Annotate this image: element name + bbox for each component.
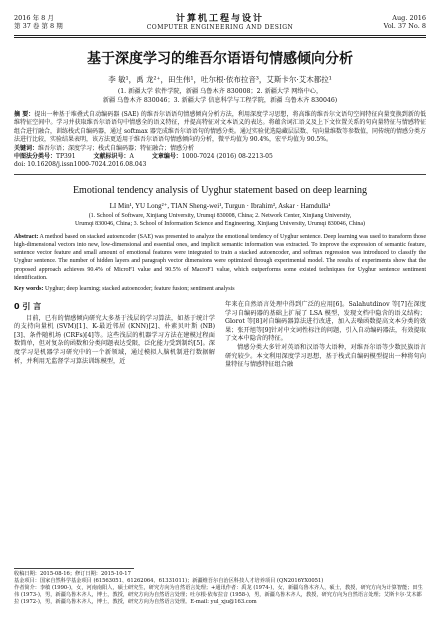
paper-title-en: Emotional tendency analysis of Uyghur statement based on deep learning (72, 184, 368, 196)
body-paragraph: 目前，已有的情感倾向研究大多基于浅层的学习算法，如基于统计学的支持向量机 (SVM)[1]、K-最近邻居 (KNN)[2]、朴素贝叶斯 (NB)[3]、条件随机场 (CRFs)[4]等。这些浅层的机器学习方法在建模过程面数简单，但对复杂的函数和分类问题表达受限，泛化能力受到制约[5]。深度学习是机器学习研究中的一个新领域，通过模拟人脑机制进行数据解析，并利用无监督学习算法训练模型，近 (14, 314, 215, 365)
doi-link[interactable]: doi: 10.16208/j.issn1000-7024.2016.08.043 (14, 161, 147, 169)
classification-row (14, 153, 426, 170)
affiliations-cn (14, 88, 426, 105)
affiliation-line: Urumqi 830046, China; 3. School of Information Science and Engineering, Xinjiang University, Urumqi 830046, China) (74, 220, 366, 227)
body-paragraph: 年来在自然语言处理中得到广泛的应用[6]。Salahutdinov 等[7]在深度学习自编码器的基础上扩展了 LSA 模型，发现文档中隐含的语义结构；Glorot 等[8]对自编码器算法进行改进，加入去噪函数提高文本分类的效果；张开旭等[9]针对中文词性标注的问题，引入自动编码器法，有效提取了文本中隐含的特征。 (225, 301, 426, 343)
running-header (14, 0, 426, 32)
header-date-cn: 2016 年 8 月 (14, 14, 54, 22)
section-divider (14, 174, 426, 175)
keywords-en (14, 285, 426, 293)
header-volume-cn: 第 37 卷 第 8 期 (14, 22, 63, 30)
doc-code-label: 文献标识号： (93, 153, 130, 161)
keywords-en-label: Key words: (14, 286, 44, 293)
article-no-label: 文章编号： (151, 153, 182, 161)
journal-name-cn: 计算机工程与设计 (175, 14, 264, 24)
article-no-value: 1000-7024 (2016) 08-2213-05 (181, 153, 273, 161)
body-columns (14, 301, 426, 370)
header-rule-thin (14, 37, 426, 38)
body-paragraph: 情感分类大多针对英语和汉语等大语种，对维吾尔语等少数民族语言研究较少。本文利用深度学习思想，基于栈式自编码模型提出一种将句向量特征与情感特征组合融 (225, 344, 426, 369)
header-rule (14, 35, 426, 36)
affiliation-line: (1. 新疆大学 软件学院，新疆 乌鲁木齐 830008；2. 新疆大学 网络中心， (117, 88, 323, 95)
abstract-en-label: Abstract: (14, 233, 39, 240)
doc-code-value: A (129, 153, 134, 161)
affiliation-line: (1. School of Software, Xinjiang University, Urumqi 830008, China; 2. Network Center, Xinjiang University, (88, 212, 352, 219)
footnote-funding: 基金项目：国家自然科学基金项目 (61563051、61262064、61331011)；新疆维吾尔自治区科技人才培养项目 (QN2016YX0051) (14, 578, 324, 584)
header-date-en: Aug. 2016 (392, 14, 426, 22)
keywords-cn-text: 维吾尔语；深度学习；栈式自编码器；特征融合；情感分析 (38, 144, 195, 152)
clc-value: TP391 (56, 153, 76, 161)
header-left (14, 14, 104, 30)
clc-label: 中图法分类号： (14, 153, 57, 161)
footnote-authors: 作者简介：李敏 (1990-)，女，河南南阳人，硕士研究生，研究方向为自然语言处理；+通讯作者：禹龙 (1974-)，女，新疆乌鲁木齐人，硕士，教授，研究方向为计算智能；田生伟 (1973-)，男，新疆乌鲁木齐人，博士，教授，研究方向为自然语言处理；吐尔根·依布拉音 (1958-)，男，新疆乌鲁木齐人，教授，研究方向为自然语言处理；艾斯卡尔·艾木都拉 (1972-)，男，新疆乌鲁木齐人，博士，教授，研究方向为自然语言处理。E-mail: yul_xju@163.com (14, 585, 423, 605)
authors-cn: 李 敏¹，禹 龙²⁺，田生伟¹，吐尔根·依布拉音³，艾斯卡尔·艾木都拉¹ (108, 75, 332, 84)
affiliation-line: 新疆 乌鲁木齐 830046；3. 新疆大学 信息科学与工程学院，新疆 乌鲁木齐 830046) (102, 96, 338, 104)
abstract-cn (14, 111, 426, 145)
journal-name-en: COMPUTER ENGINEERING AND DESIGN (146, 24, 294, 31)
abstract-cn-text: 提出一种基于堆叠式自动编码器 (SAE) 的维吾尔语语句情感倾向分析方法，利用深度学习思想，将高维的维吾尔文语句空间特征向量变换到新的低维特征空间中。学习并获取维吾尔语语句中情感全的语义特征，并提高特征对文本语义的表达。将蕴含词汇语义及上下文位置关系的句向量特征与情感特征组合进行融合，训练栈式自编码器，通过 softmax 器完成维吾尔语语句的情感分类。通过实验优选隐藏层层数、句向量维数等参数值，同传统的情感分类方法进行比较，实验结果表明，该方法更适用于维吾尔语语句情感倾向的分析，微平均值为 90.4%，宏平均值为 90.5%。 (14, 111, 426, 144)
keywords-cn-label: 关键词： (14, 144, 39, 152)
header-right (336, 14, 426, 30)
footnote-rule (14, 568, 134, 569)
keywords-en-text: Uyghur; deep learning; stacked autoencoder; feature fusion; sentiment analysis (45, 286, 235, 293)
section-heading-intro: 0 引 言 (14, 302, 42, 312)
abstract-cn-label: 摘 要： (14, 111, 35, 118)
keywords-cn (14, 145, 426, 153)
authors-en: LI Min¹, YU Long²⁺, TIAN Sheng-wei¹, Turgun · Ibrahim³, Askar · Hamdulla¹ (109, 201, 331, 210)
footnotes (14, 568, 426, 606)
right-column (225, 301, 426, 370)
abstract-en-text: A method based on stacked autoencoder (SAE) was presented to analyze the emotional tendency of Uyghur sentence. Deep learning was used to transform those high-dimensional vectors into new, low-dimensional and essential ones, and implicit semantic information was extracted. To improve the expression of semantic feature, sentence vector feature and small amount of emotional features were integrated to train a stacked autoencoder, and softmax regression was introduced to classify the Uyghur sentence. The number of hidden layers and paragraph vector dimensions were optimized through experimental model. The results of experiments show that the proposed approach achieves 90.4% of MicroF1 value and 90.5% of MacroF1 value, which outperforms some existed techniques for Uyghur sentence sentiment identification. (14, 233, 427, 281)
affiliations-en (14, 212, 426, 228)
footnote-received: 收稿日期：2015-08-16；修订日期：2015-10-17 (14, 571, 131, 577)
paper-title-cn: 基于深度学习的维吾尔语语句情感倾向分析 (87, 51, 353, 67)
abstract-en (14, 233, 426, 282)
header-volume-en: Vol. 37 No. 8 (383, 22, 426, 30)
left-column (14, 301, 215, 370)
header-journal (104, 14, 336, 32)
